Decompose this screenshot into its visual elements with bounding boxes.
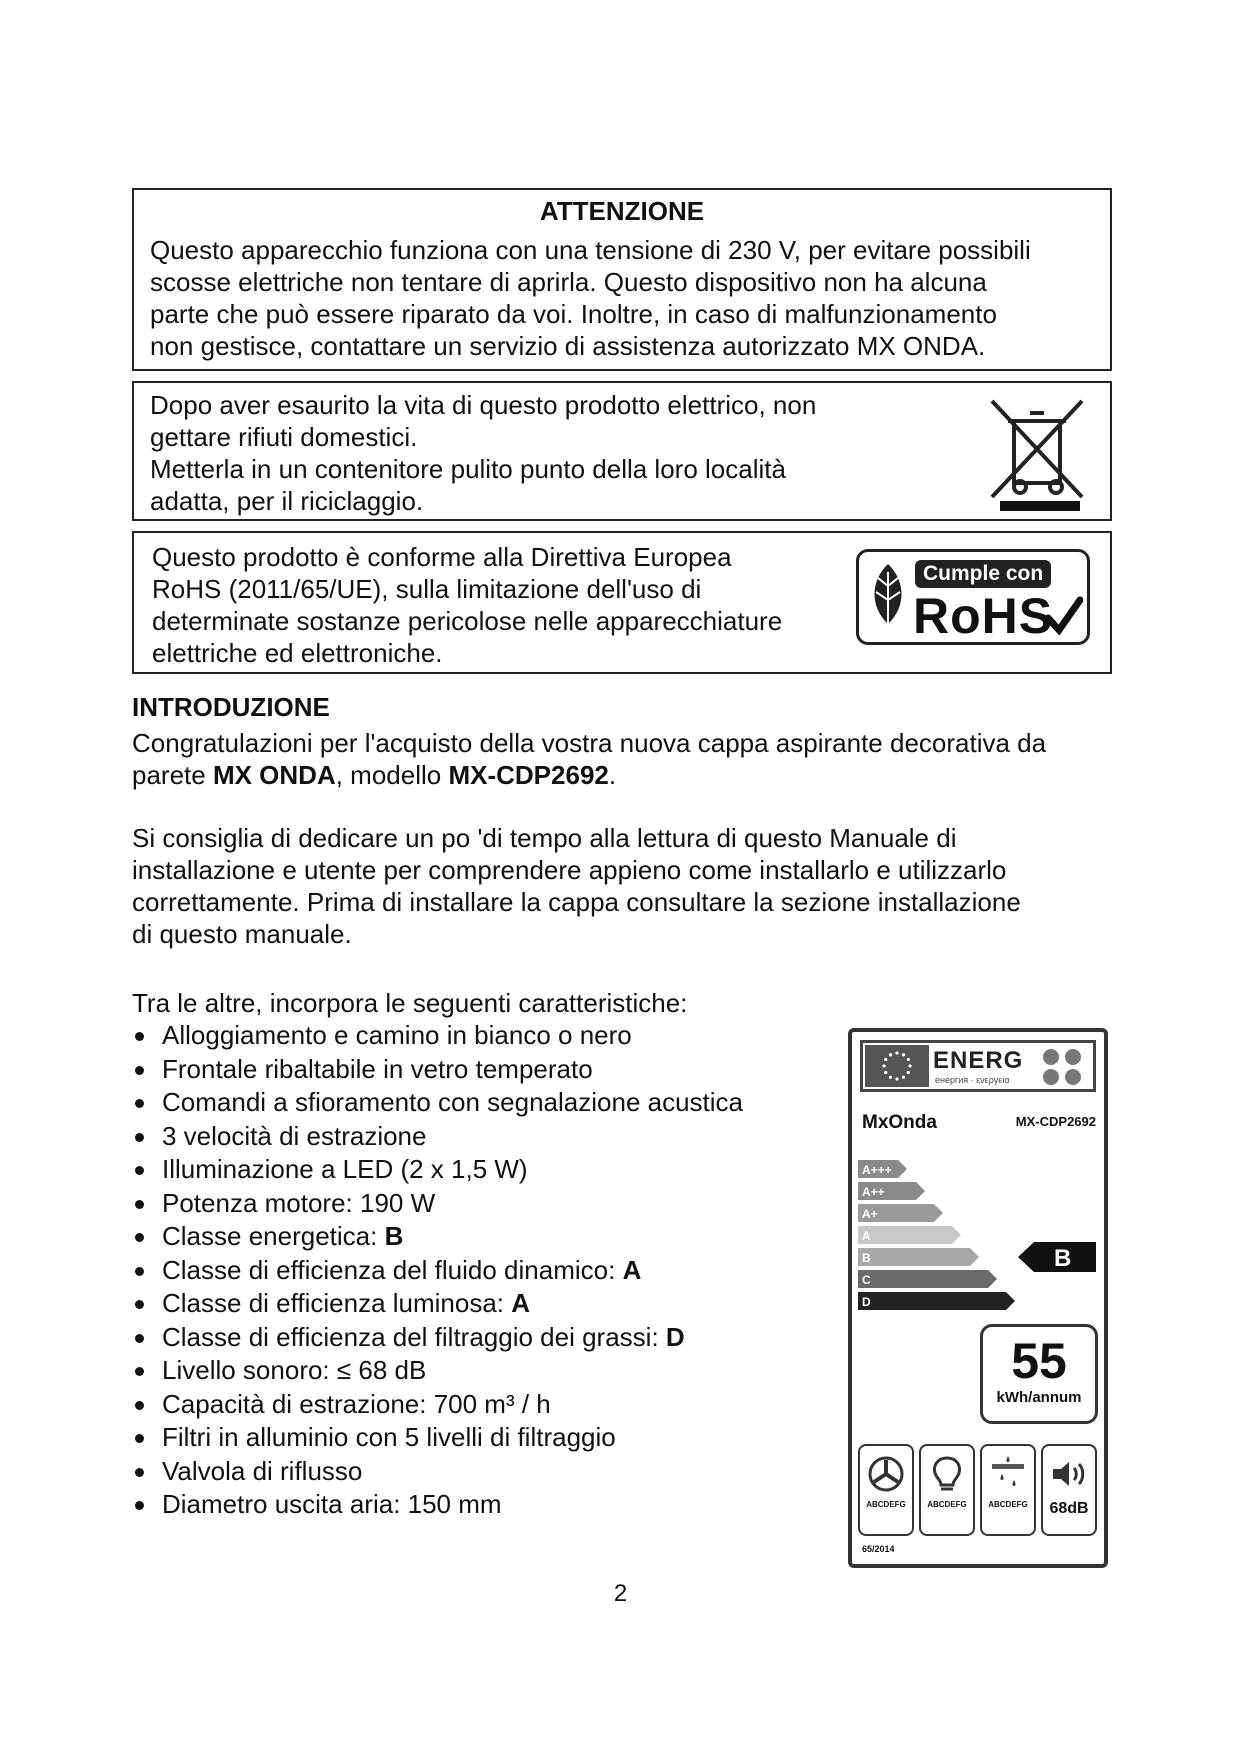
kwh-value: 55	[1011, 1333, 1067, 1389]
disposal-line: Metterla in un contenitore pulito punto della loro località	[150, 454, 786, 484]
warning-line: Questo apparecchio funziona con una tensione di 230 V, per evitare possibili	[150, 235, 1031, 265]
rohs-line: determinate sostanze pericolose nelle apparecchiature	[152, 606, 783, 636]
eu-star	[884, 1058, 887, 1061]
leaf-icon	[867, 562, 909, 634]
feature-item: Diametro uscita aria: 150 mm	[132, 1488, 832, 1522]
warning-line: non gestisce, contattare un servizio di assistenza autorizzato MX ONDA.	[150, 331, 986, 361]
energy-label-header	[860, 1040, 1096, 1092]
feature-item: 3 velocità di estrazione	[132, 1120, 832, 1154]
warning-title: ATTENZIONE	[539, 196, 705, 226]
brand-name: MX ONDA	[212, 760, 336, 790]
energy-class-bar	[858, 1226, 961, 1244]
warning-text	[150, 234, 1100, 362]
noise-value: 68dB	[1049, 1500, 1089, 1517]
features-list	[132, 1019, 832, 1522]
energy-consumption	[980, 1324, 1098, 1424]
eu-star	[889, 1053, 892, 1056]
energy-class-label: D	[862, 1295, 871, 1309]
disposal-line: adatta, per il riciclaggio.	[150, 486, 424, 516]
rohs-text	[152, 541, 822, 669]
rohs-badge	[856, 549, 1090, 645]
feature-item: Classe energetica: B	[132, 1220, 832, 1254]
eu-star	[907, 1071, 910, 1074]
crossed-bin-icon	[982, 393, 1092, 511]
eu-star	[908, 1064, 911, 1067]
advice-line: installazione e utente per comprendere appieno come installarlo e utilizzarlo	[132, 855, 1007, 885]
warning-line: scosse elettriche non tentare di aprirla. Questo dispositivo non ha alcuna	[150, 267, 987, 297]
fan-class-box	[858, 1444, 914, 1536]
feature-item: Illuminazione a LED (2 x 1,5 W)	[132, 1153, 832, 1187]
feature-item: Filtri in alluminio con 5 livelli di filtraggio	[132, 1421, 832, 1455]
language-dots-icon	[1039, 1047, 1087, 1087]
rohs-line: elettriche ed elettroniche.	[152, 638, 443, 668]
light-class-box	[919, 1444, 975, 1536]
feature-item: Classe di efficienza del fluido dinamico: A	[132, 1254, 832, 1288]
warning-box	[132, 188, 1112, 371]
check-icon	[1045, 596, 1083, 636]
feature-item: Alloggiamento e camino in bianco o nero	[132, 1019, 832, 1053]
page-number: 2	[613, 1580, 628, 1607]
eu-flag-icon	[865, 1045, 929, 1087]
eu-star	[895, 1077, 898, 1080]
disposal-text	[150, 389, 940, 517]
eu-star	[889, 1076, 892, 1079]
fan-icon	[866, 1454, 906, 1494]
advice-paragraph	[132, 822, 1112, 950]
energy-class-label: A+	[862, 1207, 878, 1221]
model-name: MX-CDP2692	[448, 760, 609, 790]
grease-class-box	[980, 1444, 1036, 1536]
energy-rating-letter: B	[1054, 1245, 1072, 1272]
rohs-box	[132, 531, 1112, 674]
energy-class-label: C	[862, 1273, 871, 1287]
features-intro: Tra le altre, incorpora le seguenti caratteristiche:	[132, 988, 688, 1018]
speaker-icon	[1049, 1454, 1089, 1494]
grease-filter-icon	[988, 1454, 1028, 1494]
advice-line: Si consiglia di dedicare un po 'di tempo alla lettura di questo Manuale di	[132, 823, 957, 853]
energy-label	[848, 1028, 1108, 1568]
intro-paragraph	[132, 727, 1112, 791]
feature-item: Classe di efficienza del filtraggio dei grassi: D	[132, 1321, 832, 1355]
eu-star	[902, 1053, 905, 1056]
rohs-line: Questo prodotto è conforme alla Direttiva Europea	[152, 542, 732, 572]
feature-item: Frontale ribaltabile in vetro temperato	[132, 1053, 832, 1087]
eu-star	[882, 1064, 885, 1067]
fan-class-caption: ABCDEFG	[866, 1500, 906, 1509]
intro-line1: Congratulazioni per l'acquisto della vostra nuova cappa aspirante decorativa da	[132, 728, 1047, 758]
feature-item: Capacità di estrazione: 700 m³ / h	[132, 1388, 832, 1422]
feature-item: Livello sonoro: ≤ 68 dB	[132, 1354, 832, 1388]
rohs-badge-main: RoHS	[913, 588, 1054, 644]
eu-star	[907, 1058, 910, 1061]
light-class-caption: ABCDEFG	[927, 1500, 967, 1509]
eu-star	[884, 1071, 887, 1074]
intro-title: INTRODUZIONE	[132, 692, 330, 722]
intro-line2: parete MX ONDA, modello MX-CDP2692.	[132, 760, 617, 790]
energy-class-scale	[858, 1156, 1098, 1336]
feature-item: Classe di efficienza luminosa: A	[132, 1287, 832, 1321]
energy-class-label: A	[862, 1229, 871, 1243]
grease-class-caption: ABCDEFG	[988, 1500, 1028, 1509]
eu-star	[895, 1051, 898, 1054]
energy-icons	[858, 1444, 1098, 1536]
energy-subtitle: енергия · ενεργεια	[935, 1075, 1010, 1085]
feature-item: Comandi a sfioramento con segnalazione acustica	[132, 1086, 832, 1120]
regulation-number: 65/2014	[862, 1544, 895, 1554]
rohs-line: RoHS (2011/65/UE), sulla limitazione dell'uso di	[152, 574, 702, 604]
energy-class-label: A+++	[862, 1163, 892, 1177]
energy-class-label: B	[862, 1251, 871, 1265]
warning-line: parte che può essere riparato da voi. Inoltre, in caso di malfunzionamento	[150, 299, 997, 329]
energy-class-bar	[858, 1270, 997, 1288]
energy-word: ENERG	[933, 1047, 1024, 1074]
rohs-badge-top: Cumple con	[915, 560, 1051, 588]
energy-class-label: A++	[862, 1185, 885, 1199]
advice-line: correttamente. Prima di installare la cappa consultare la sezione installazione	[132, 887, 1021, 917]
energy-model: MX-CDP2692	[1015, 1114, 1096, 1129]
energy-class-bar	[858, 1248, 979, 1266]
lightbulb-icon	[927, 1454, 967, 1494]
disposal-box	[132, 381, 1112, 521]
feature-item: Potenza motore: 190 W	[132, 1187, 832, 1221]
kwh-unit: kWh/annum	[996, 1389, 1082, 1406]
disposal-line: gettare rifiuti domestici.	[150, 422, 418, 452]
feature-item: Valvola di riflusso	[132, 1455, 832, 1489]
advice-line: di questo manuale.	[132, 919, 352, 949]
disposal-line: Dopo aver esaurito la vita di questo prodotto elettrico, non	[150, 390, 817, 420]
energy-class-bar	[858, 1292, 1015, 1310]
energy-brand: MxOnda	[862, 1112, 937, 1133]
eu-star	[902, 1076, 905, 1079]
noise-box	[1041, 1444, 1097, 1536]
